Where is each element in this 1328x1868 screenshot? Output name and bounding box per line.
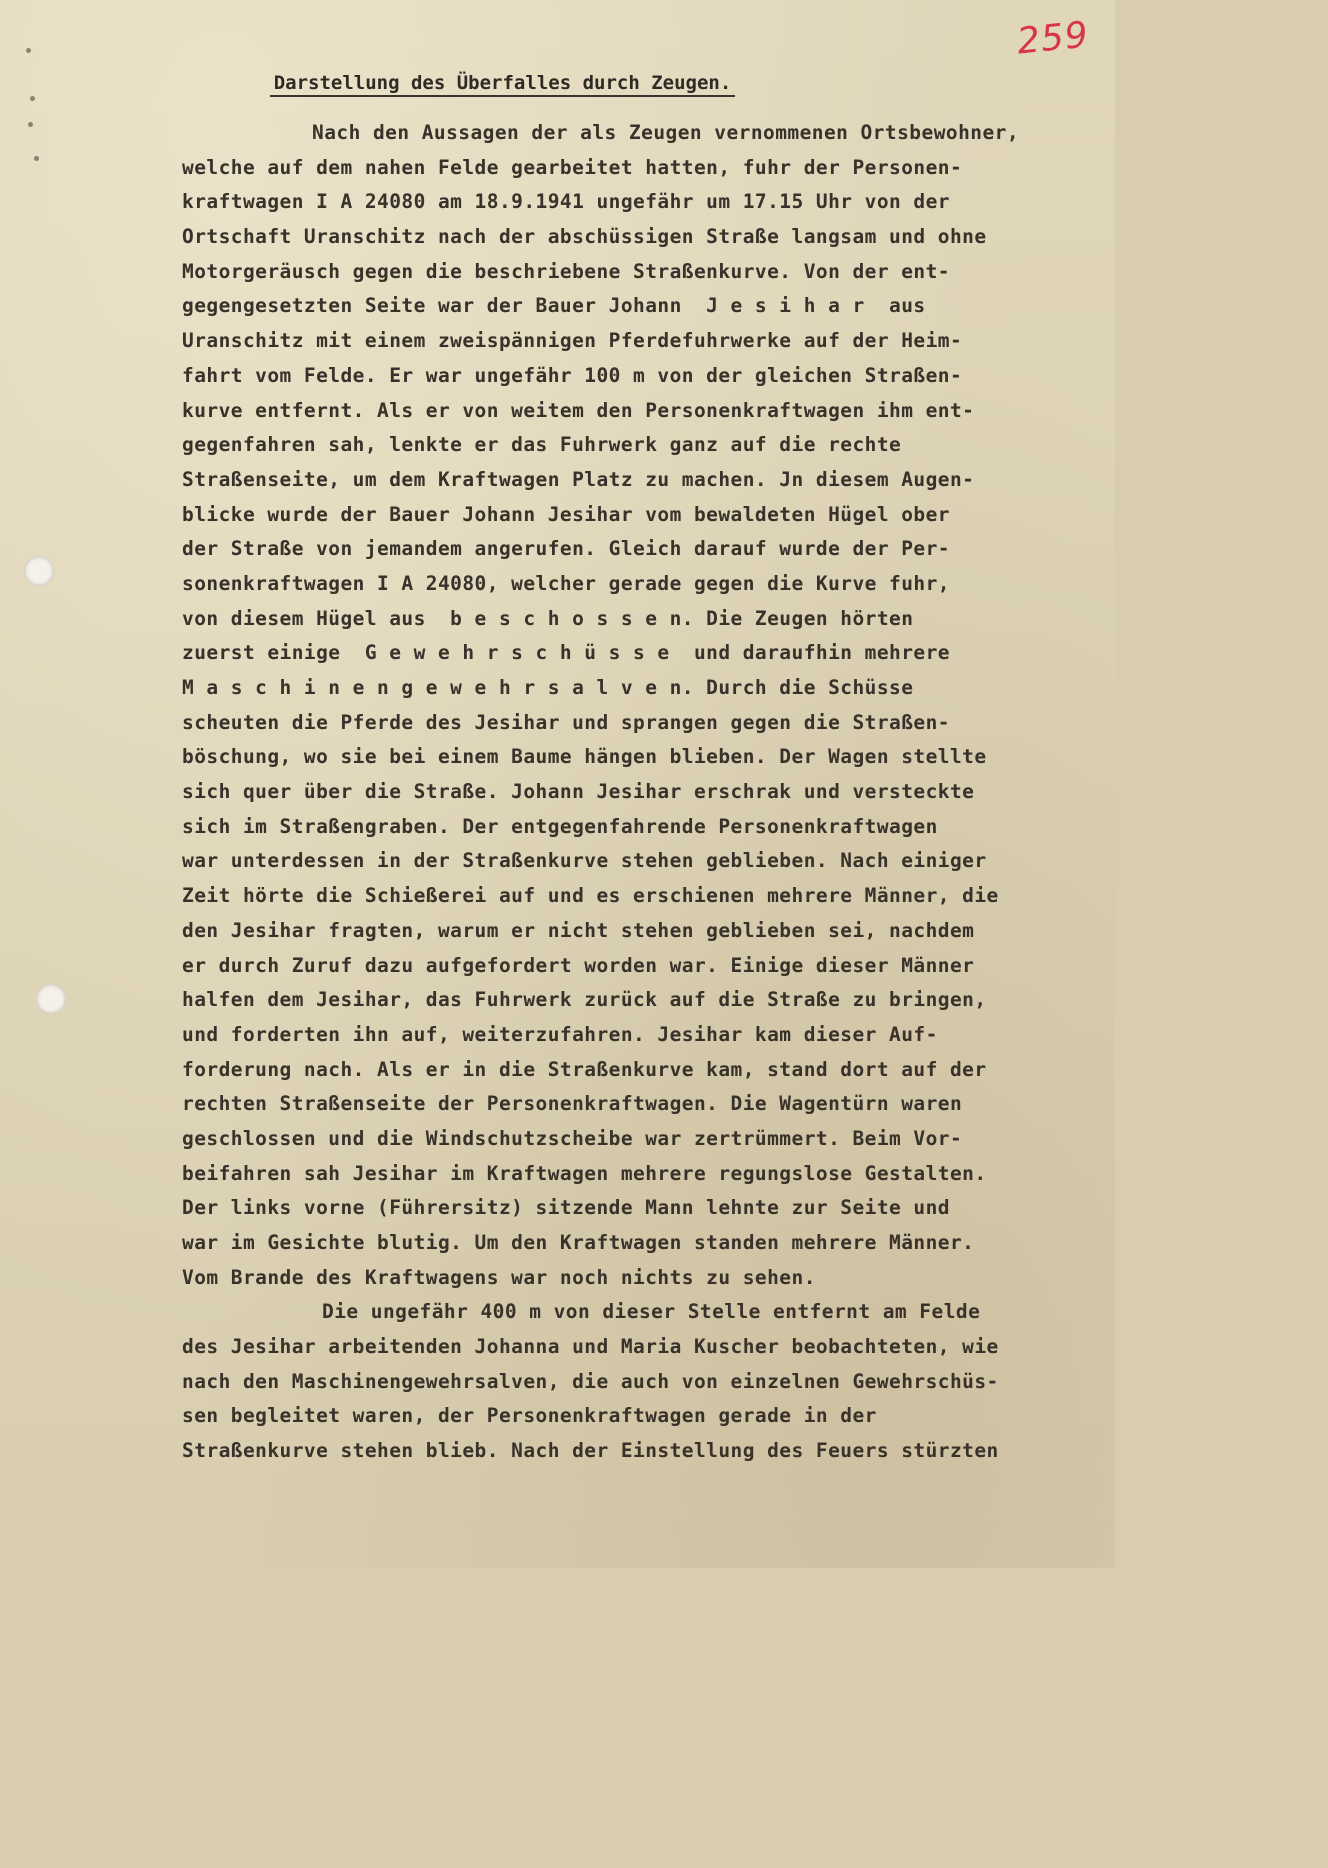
text-line: Motorgeräusch gegen die beschriebene Straßenkurve. Von der ent-	[182, 259, 950, 283]
text-line: Uranschitz mit einem zweispännigen Pferdefuhrwerke auf der Heim-	[182, 329, 963, 353]
text-line: Vom Brande des Kraftwagens war noch nichts zu sehen.	[182, 1265, 816, 1289]
text-line: zuerst einige G e w e h r s c h ü s s e und daraufhin mehrere	[182, 641, 950, 665]
text-line: nach den Maschinengewehrsalven, die auch von einzelnen Gewehrschüs-	[182, 1369, 999, 1393]
text-line: Zeit hörte die Schießerei auf und es erschienen mehrere Männer, die	[182, 884, 999, 908]
text-line: sich im Straßengraben. Der entgegenfahrende Personenkraftwagen	[182, 814, 938, 838]
text-line: er durch Zuruf dazu aufgefordert worden war. Einige dieser Männer	[182, 953, 975, 977]
text-line: Straßenseite, um dem Kraftwagen Platz zu machen. Jn diesem Augen-	[182, 467, 975, 491]
text-line: war unterdessen in der Straßenkurve stehen geblieben. Nach einiger	[182, 849, 987, 873]
text-line: welche auf dem nahen Felde gearbeitet hatten, fuhr der Personen-	[182, 155, 963, 179]
text-line: fahrt vom Felde. Er war ungefähr 100 m von der gleichen Straßen-	[182, 363, 963, 387]
text-line: kurve entfernt. Als er von weitem den Personenkraftwagen ihm ent-	[182, 398, 975, 422]
text-line: M a s c h i n e n g e w e h r s a l v e n. Durch die Schüsse	[182, 676, 914, 699]
text-line: halfen dem Jesihar, das Fuhrwerk zurück auf die Straße zu bringen,	[182, 988, 987, 1012]
text-line: scheuten die Pferde des Jesihar und sprangen gegen die Straßen-	[182, 710, 950, 734]
text-line: Ortschaft Uranschitz nach der abschüssigen Straße langsam und ohne	[182, 225, 987, 249]
text-line: von diesem Hügel aus b e s c h o s s e n. Die Zeugen hörten	[182, 606, 914, 630]
punch-hole-top	[24, 556, 54, 586]
text-line: böschung, wo sie bei einem Baume hängen blieben. Der Wagen stellte	[182, 745, 987, 769]
document-body	[182, 116, 1107, 1469]
text-line: rechten Straßenseite der Personenkraftwagen. Die Wagentürn waren	[182, 1092, 963, 1116]
text-line: war im Gesichte blutig. Um den Kraftwagen standen mehrere Männer.	[182, 1231, 975, 1254]
edge-mark	[30, 96, 35, 101]
text-line: des Jesihar arbeitenden Johanna und Maria Kuscher beobachteten, wie	[182, 1335, 999, 1359]
text-line: geschlossen und die Windschutzscheibe war zertrümmert. Beim Vor-	[182, 1126, 963, 1150]
document-title-text: Darstellung des Überfalles durch Zeugen.	[270, 72, 736, 97]
text-line: Straßenkurve stehen blieb. Nach der Einstellung des Feuers stürzten	[182, 1439, 999, 1463]
text-line: Der links vorne (Führersitz) sitzende Mann lehnte zur Seite und	[182, 1196, 950, 1220]
page-number-handwritten: 259	[1015, 14, 1091, 63]
text-line: forderung nach. Als er in die Straßenkurve kam, stand dort auf der	[182, 1057, 987, 1081]
edge-mark	[28, 122, 33, 127]
text-line: gegenfahren sah, lenkte er das Fuhrwerk ganz auf die rechte	[182, 433, 902, 457]
text-line: sonenkraftwagen I A 24080, welcher gerade gegen die Kurve fuhr,	[182, 571, 950, 595]
text-line: sich quer über die Straße. Johann Jesihar erschrak und versteckte	[182, 780, 975, 804]
text-line: gegengesetzten Seite war der Bauer Johann J e s i h a r aus	[182, 294, 926, 318]
text-line: den Jesihar fragten, warum er nicht stehen geblieben sei, nachdem	[182, 918, 975, 942]
text-line: sen begleitet waren, der Personenkraftwagen gerade in der	[182, 1404, 877, 1428]
edge-mark	[26, 48, 31, 53]
edge-mark	[34, 156, 39, 161]
text-line: beifahren sah Jesihar im Kraftwagen mehrere regungslose Gestalten.	[182, 1161, 987, 1185]
document-title	[0, 72, 1115, 94]
text-line: Nach den Aussagen der als Zeugen vernommenen Ortsbewohner,	[312, 121, 1020, 144]
punch-hole-bottom	[36, 984, 66, 1014]
text-line: und forderten ihn auf, weiterzufahren. Jesihar kam dieser Auf-	[182, 1022, 938, 1046]
text-line: blicke wurde der Bauer Johann Jesihar vom bewaldeten Hügel ober	[182, 502, 950, 526]
text-line: kraftwagen I A 24080 am 18.9.1941 ungefähr um 17.15 Uhr von der	[182, 190, 950, 214]
text-line: Die ungefähr 400 m von dieser Stelle entfernt am Felde	[322, 1300, 981, 1324]
text-line: der Straße von jemandem angerufen. Gleich darauf wurde der Per-	[182, 537, 950, 561]
